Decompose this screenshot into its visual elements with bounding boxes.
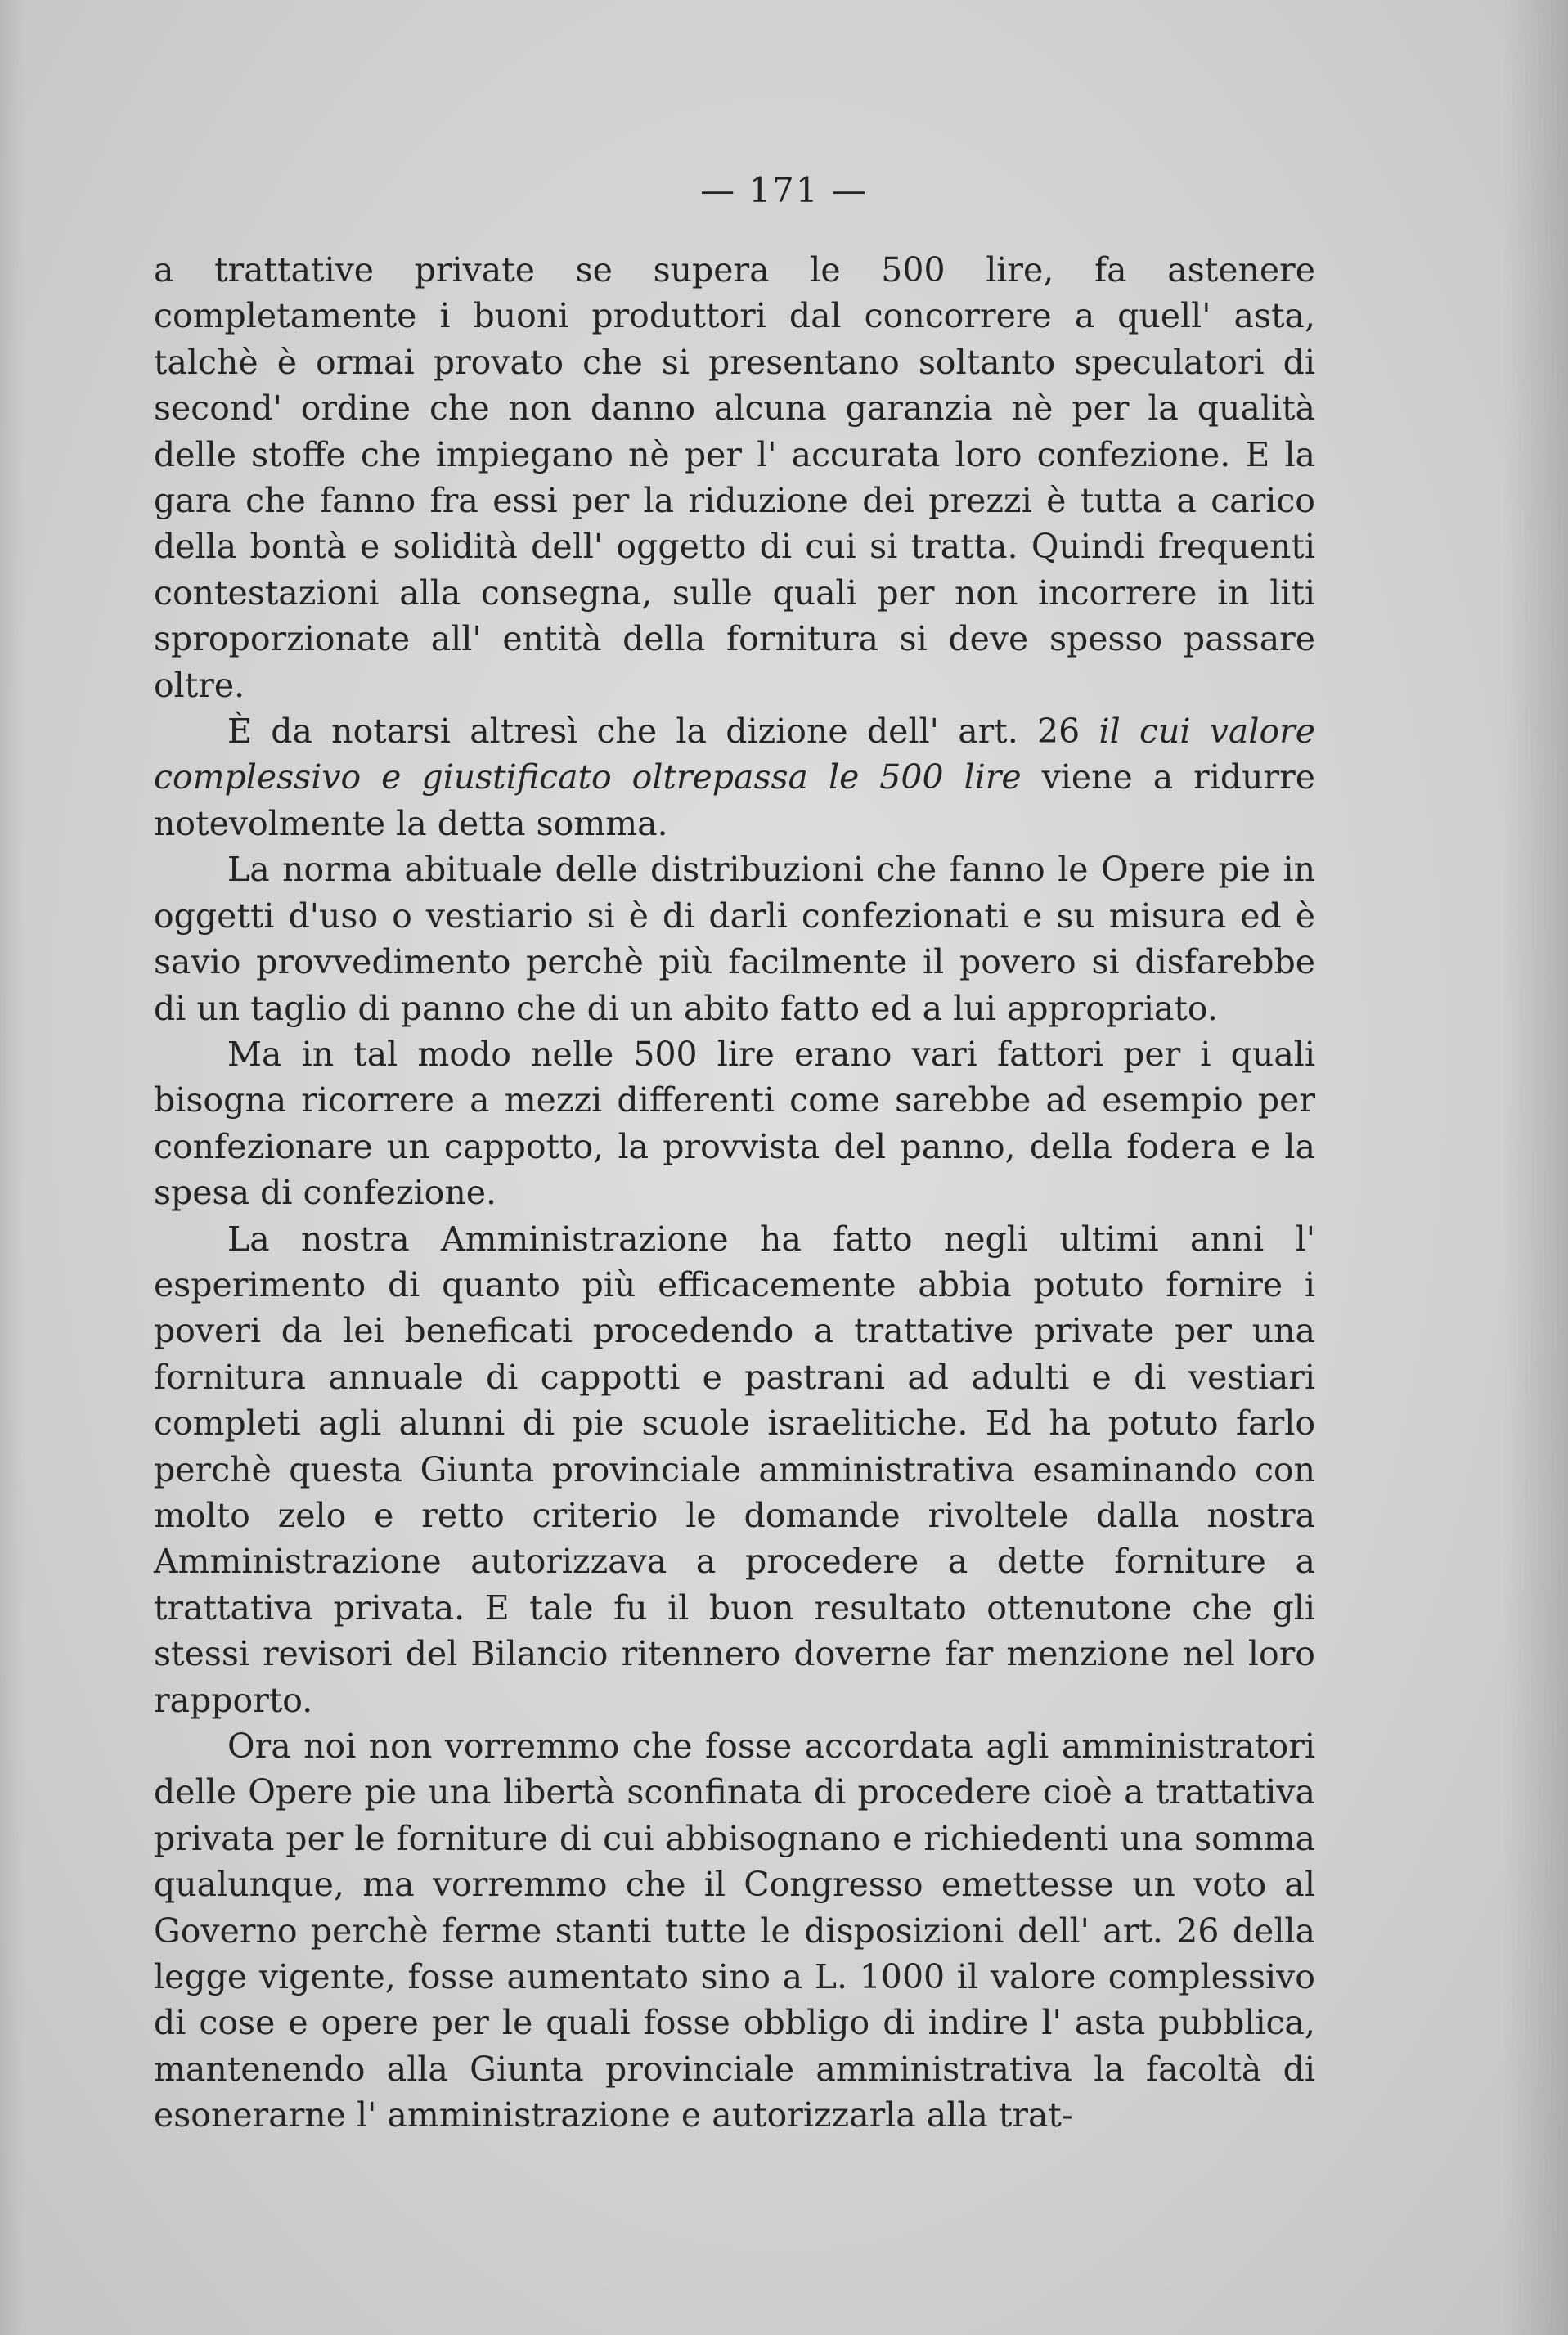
paragraph-3: La norma abituale delle distribuzioni che fanno le Opere pie in oggetti d'uso o vestiario si è di darli confezionati e su misura ed è savio provvedimento perchè più facilmente il povero si disfarebbe di un taglio di panno che di un abito fatto ed a lui appropriato.: [154, 850, 1315, 1028]
paragraph-2-quote: il cui valore complessivo e giustificato oltrepassa le 500 lire: [154, 712, 1315, 797]
paragraph-5: La nostra Amministrazione ha fatto negli ultimi anni l' esperimento di quanto più efficacemente abbia potuto fornire i poveri da lei beneficati procedendo a trattative private per una fornitura annuale di cappotti e pastrani ad adulti e di vestiari completi agli alunni di pie scuole israelitiche. Ed ha potuto farlo perchè questa Giunta provinciale amministrativa esaminando con molto zelo e retto criterio le domande rivoltele dalla nostra Amministrazione autorizzava a procedere a dette forniture a trattativa privata. E tale fu il buon resultato ottenutone che gli stessi revisori del Bilancio ritennero doverne far menzione nel loro rapporto.: [154, 1219, 1315, 1720]
page-shadow-left: [0, 0, 25, 2335]
paragraph-2: [154, 708, 1315, 846]
paragraph-4: Ma in tal modo nelle 500 lire erano vari fattori per i quali bisogna ricorrere a mezzi differenti come sarebbe ad esempio per confezionare un cappotto, la provvista del panno, della fodera e la spesa di confezione.: [154, 1034, 1315, 1213]
paragraph-6: Ora noi non vorremmo che fosse accordata agli amministratori delle Opere pie una libertà sconfinata di procedere cioè a trattativa privata per le forniture di cui abbisognano e richiedenti una somma qualunque, ma vorremmo che il Congresso emettesse un voto al Governo perchè ferme stanti tutte le disposizioni dell' art. 26 della legge vigente, fosse aumentato sino a L. 1000 il valore complessivo di cose e opere per le quali fosse obbligo di indire l' asta pubblica, mantenendo alla Giunta provinciale amministrativa la facoltà di esonerarne l' amministrazione e autorizzarla alla trat-: [154, 1727, 1315, 2135]
page-number: — 171 —: [700, 170, 868, 210]
paragraph-1: a trattative private se supera le 500 lire, fa astenere completamente i buoni produttori dal concorrere a quell' asta, talchè è ormai provato che si presentano soltanto speculatori di second' ordine che non danno alcuna garanzia nè per la qualità delle stoffe che impiegano nè per l' accurata loro confezione. E la gara che fanno fra essi per la riduzione dei prezzi è tutta a carico della bontà e solidità dell' oggetto di cui si tratta. Quindi frequenti contestazioni alla consegna, sulle quali per non incorrere in liti sproporzionate all' entità della fornitura si deve spesso passare oltre.: [154, 250, 1315, 705]
body-text: [154, 247, 1315, 2139]
paragraph-2-after: viene a ridurre notevolmente la detta somma.: [154, 757, 1315, 843]
paragraph-2-before: È da notarsi altresì che la dizione dell' art. 26: [227, 712, 1099, 752]
page-shadow-right: [1503, 0, 1568, 2335]
